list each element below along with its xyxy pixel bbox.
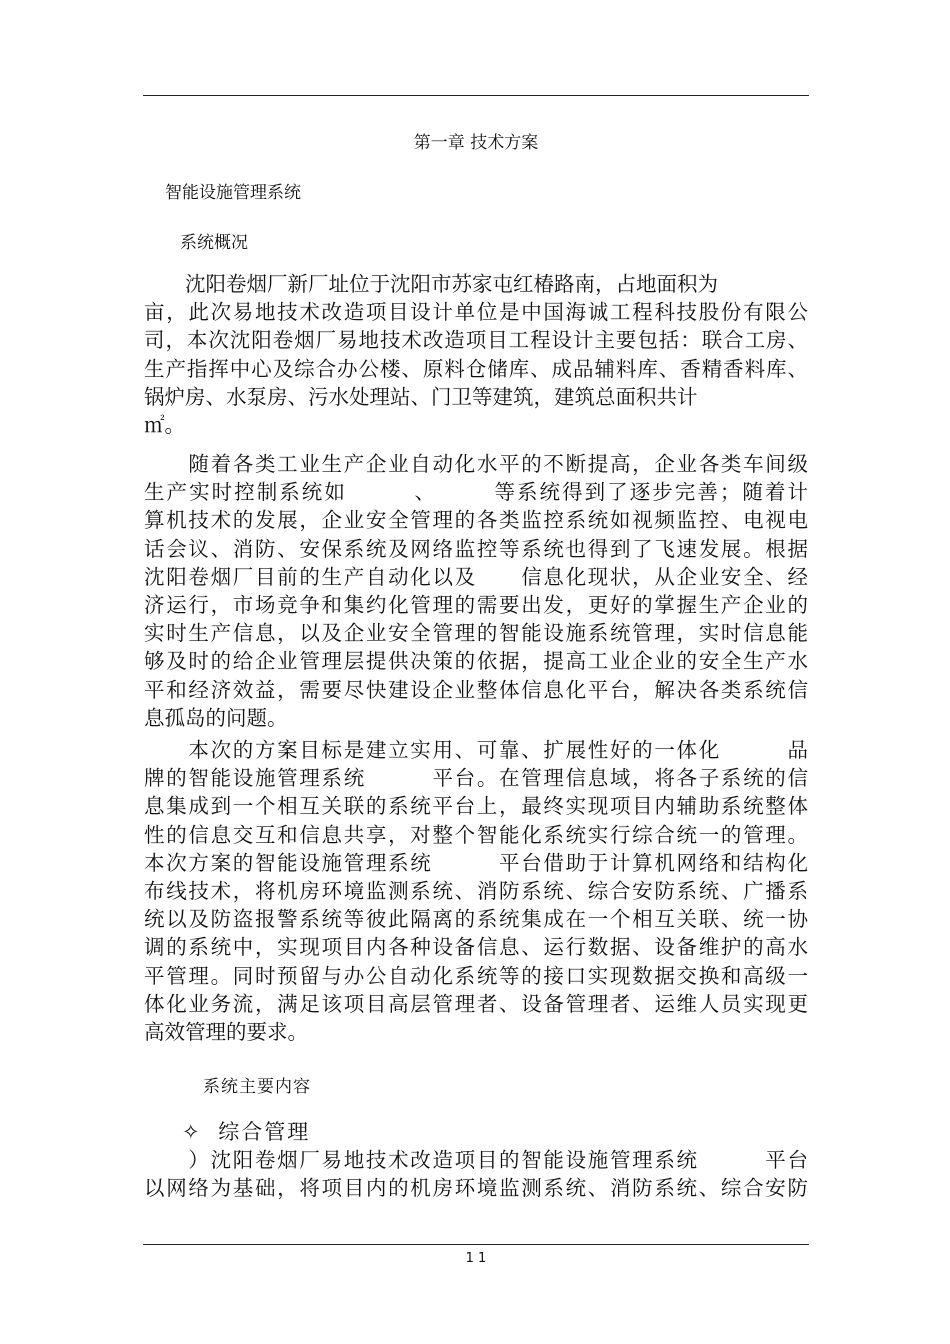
text-line: 算机技术的发展，企业安全管理的各类监控系统如视频监控、电视电 [144, 508, 808, 533]
text-line: 本次的方案目标是建立实用、可靠、扩展性好的一体化 品 [144, 738, 808, 762]
text-line: 高效管理的要求。 [144, 1019, 308, 1044]
text-line: 性的信息交互和信息共享，对整个智能化系统实行综合统一的管理。 [144, 822, 808, 847]
text-line: ㎡。 [144, 412, 185, 437]
page-number: 1 1 [465, 1251, 487, 1266]
text-line: 话会议、消防、安保系统及网络监控等系统也得到了飞速发展。根据 [144, 536, 808, 561]
text-line: 生产实时控制系统如 、 等系统得到了逐步完善；随着计 [144, 480, 808, 505]
text-line: 生产指挥中心及综合办公楼、原料仓储库、成品辅料库、香精香料库、 [144, 356, 808, 381]
bullet-heading [182, 1116, 310, 1146]
text-line: 本次方案的智能设施管理系统 平台借助于计算机网络和结构化 [144, 850, 808, 875]
text-line: 亩，此次易地技术改造项目设计单位是中国海诚工程科技股份有限公 [144, 300, 808, 325]
text-line: 以网络为基础，将项目内的机房环境监测系统、消防系统、综合安防 [144, 1176, 808, 1201]
text-line: 司，本次沈阳卷烟厂易地技术改造项目工程设计主要包括：联合工房、 [144, 328, 808, 353]
header-rule [143, 95, 809, 96]
text-line: 牌的智能设施管理系统 平台。在管理信息域，将各子系统的信 [144, 766, 808, 791]
text-line: 息集成到一个相互关联的系统平台上，最终实现项目内辅助系统整体 [144, 794, 808, 819]
bullet-heading-label: 综合管理 [218, 1120, 311, 1144]
text-line: 平管理。同时预留与办公自动化系统等的接口实现数据交换和高级一 [144, 963, 808, 988]
text-line: 锅炉房、水泵房、污水处理站、门卫等建筑，建筑总面积共计 [144, 384, 698, 409]
text-line: 统以及防盗报警系统等彼此隔离的系统集成在一个相互关联、统一协 [144, 907, 808, 932]
paragraph-site-overview [144, 270, 808, 439]
text-line: 随着各类工业生产企业自动化水平的不断提高，企业各类车间级 [144, 452, 808, 476]
paragraph-background [144, 450, 808, 732]
text-line: 调的系统中，实现项目内各种设备信息、运行数据、设备维护的高水 [144, 935, 808, 960]
text-line: 济运行，市场竞争和集约化管理的需要出发，更好的掌握生产企业的 [144, 592, 808, 617]
text-line: 布线技术，将机房环境监测系统、消防系统、综合安防系统、广播系 [144, 878, 808, 903]
subsection-overview-title: 系统概况 [180, 233, 248, 253]
text-line: 体化业务流，满足该项目高层管理者、设备管理者、运维人员实现更 [144, 991, 808, 1016]
text-line: ）沈阳卷烟厂易地技术改造项目的智能设施管理系统 平台 [144, 1148, 808, 1172]
text-line: 够及时的给企业管理层提供决策的依据，提高工业企业的安全生产水 [144, 649, 808, 674]
footer-rule [143, 1244, 809, 1245]
text-line: 平和经济效益，需要尽快建设企业整体信息化平台，解决各类系统信 [144, 677, 808, 702]
diamond-bullet-icon: ✧ [182, 1120, 202, 1144]
text-line: 息孤岛的问题。 [144, 705, 288, 730]
text-line: 沈阳卷烟厂目前的生产自动化以及 信息化现状，从企业安全、经 [144, 564, 808, 589]
text-line: 实时生产信息，以及企业安全管理的智能设施系统管理，实时信息能 [144, 621, 808, 646]
chapter-title: 第一章 技术方案 [413, 133, 539, 153]
subsection-main-title: 系统主要内容 [203, 1077, 311, 1097]
paragraph-integrated-management [144, 1146, 808, 1202]
section-title: 智能设施管理系统 [165, 183, 301, 203]
text-line: 沈阳卷烟厂新厂址位于沈阳市苏家屯红椿路南，占地面积为 [144, 272, 718, 296]
paragraph-objectives [144, 736, 808, 1046]
